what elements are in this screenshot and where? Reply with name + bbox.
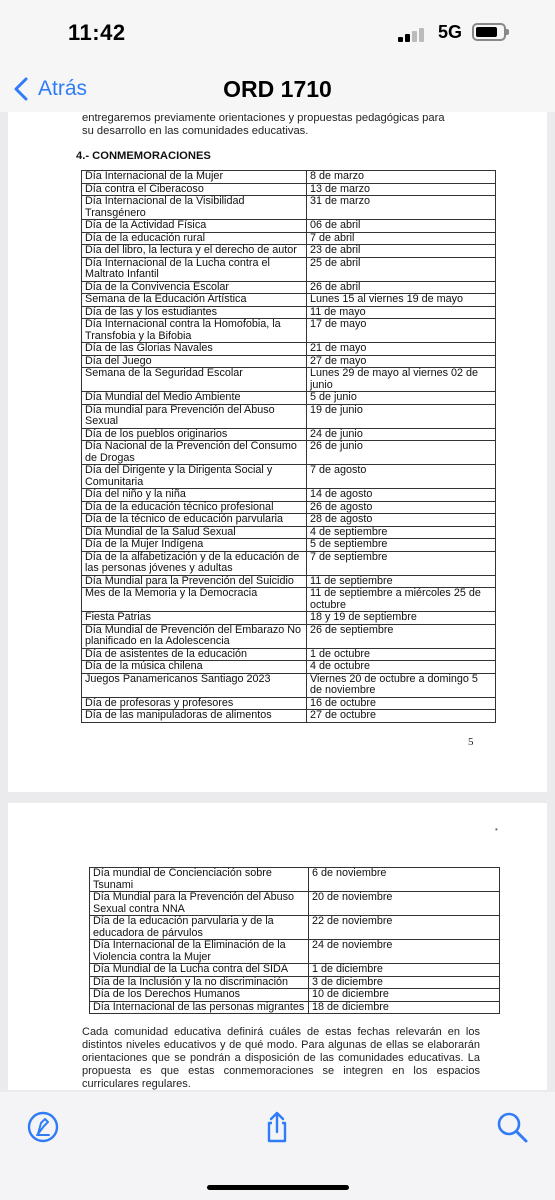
table-row (90, 989, 500, 1002)
commemoration-date: 1 de octubre (307, 648, 496, 661)
commemoration-name: Día de la alfabetización y de la educación de las personas jóvenes y adultas (82, 551, 307, 575)
commemoration-name: Día mundial de Concienciación sobre Tsunami (90, 868, 309, 892)
commemoration-date: 21 de mayo (307, 343, 496, 356)
commemoration-name: Día contra el Ciberacoso (82, 183, 307, 196)
commemoration-name: Día Mundial de la Salud Sexual (82, 526, 307, 539)
commemoration-name: Día Internacional de la Eliminación de la Violencia contra la Mujer (90, 940, 309, 964)
document-title: ORD 1710 (223, 76, 332, 102)
table-row (82, 281, 496, 294)
commemoration-date: 14 de agosto (307, 489, 496, 502)
commemoration-date: 11 de septiembre a miércoles 25 de octubre (307, 588, 496, 612)
commemoration-date: 5 de septiembre (307, 539, 496, 552)
commemoration-name: Día de la educación técnico profesional (82, 501, 307, 514)
commemoration-name: Día Internacional de la Lucha contra el Maltrato Infantil (82, 257, 307, 281)
table-row (82, 392, 496, 405)
navigation-bar (0, 66, 555, 112)
commemoration-date: 26 de abril (307, 281, 496, 294)
table-row (82, 588, 496, 612)
commemoration-name: Día de las Glorias Navales (82, 343, 307, 356)
commemoration-date: 4 de octubre (307, 661, 496, 674)
commemoration-name: Día Mundial de Prevención del Embarazo No planificado en la Adolescencia (82, 624, 307, 648)
commemoration-name: Día Mundial de la Lucha contra del SIDA (90, 964, 309, 977)
commemoration-date: 7 de septiembre (307, 551, 496, 575)
commemoration-date: 26 de agosto (307, 501, 496, 514)
commemoration-name: Fiesta Patrias (82, 612, 307, 625)
table-row (82, 294, 496, 307)
commemoration-name: Día de la Convivencia Escolar (82, 281, 307, 294)
commemoration-date: 06 de abril (307, 220, 496, 233)
search-button[interactable] (495, 1110, 529, 1144)
table-row (90, 916, 500, 940)
table-row (82, 171, 496, 184)
commemoration-date: 24 de noviembre (309, 940, 500, 964)
commemoration-date: 27 de mayo (307, 355, 496, 368)
table-row (90, 892, 500, 916)
table-row (82, 612, 496, 625)
search-icon (495, 1110, 529, 1144)
commemoration-date: 1 de diciembre (309, 964, 500, 977)
table-row (82, 245, 496, 258)
commemoration-name: Mes de la Memoria y la Democracia (82, 588, 307, 612)
table-row (82, 196, 496, 220)
intro-paragraph (82, 112, 482, 138)
table-row (82, 526, 496, 539)
commemoration-date: 3 de diciembre (309, 976, 500, 989)
commemoration-date: 25 de abril (307, 257, 496, 281)
commemoration-date: 8 de marzo (307, 171, 496, 184)
commemoration-date: 5 de junio (307, 392, 496, 405)
table-row (90, 940, 500, 964)
commemoration-date: 18 de diciembre (309, 1001, 500, 1014)
commemoration-name: Semana de la Seguridad Escolar (82, 368, 307, 392)
commemoration-name: Día de las y los estudiantes (82, 306, 307, 319)
status-time: 11:42 (68, 20, 126, 45)
table-row (82, 404, 496, 428)
table-row (82, 368, 496, 392)
network-type: 5G (438, 22, 463, 42)
table-row (90, 868, 500, 892)
table-row (82, 661, 496, 674)
share-icon (260, 1110, 294, 1144)
back-label: Atrás (38, 77, 88, 100)
intro-line: su desarrollo en las comunidades educativas. (82, 125, 309, 137)
intro-line: entregaremos previamente orientaciones y propuestas pedagógicas para (82, 112, 445, 124)
commemoration-date: 7 de agosto (307, 465, 496, 489)
section-title: 4.- CONMEMORACIONES (76, 150, 211, 162)
table-row (82, 441, 496, 465)
table-row (90, 976, 500, 989)
commemoration-date: 28 de agosto (307, 514, 496, 527)
table-row (82, 220, 496, 233)
commemoration-date: Lunes 29 de mayo al viernes 02 de junio (307, 368, 496, 392)
table-row (82, 539, 496, 552)
commemoration-name: Día Internacional contra la Homofobia, la Transfobia y la Bifobia (82, 319, 307, 343)
commemoration-name: Día Internacional de la Mujer (82, 171, 307, 184)
commemoration-name: Día del Juego (82, 355, 307, 368)
table-row (82, 710, 496, 723)
commemoration-date: 4 de septiembre (307, 526, 496, 539)
table-row (82, 489, 496, 502)
table-row (82, 697, 496, 710)
page-number: 5 (468, 736, 474, 748)
commemoration-name: Día Internacional de las personas migrantes (90, 1001, 309, 1014)
table-row (82, 355, 496, 368)
commemoration-date: 22 de noviembre (309, 916, 500, 940)
commemoration-date: 16 de octubre (307, 697, 496, 710)
commemoration-date: 26 de septiembre (307, 624, 496, 648)
battery-level (476, 27, 497, 37)
commemoration-date: 20 de noviembre (309, 892, 500, 916)
table-row (82, 673, 496, 697)
commemoration-name: Día mundial para Prevención del Abuso Sexual (82, 404, 307, 428)
share-button[interactable] (260, 1110, 294, 1144)
commemoration-date: 23 de abril (307, 245, 496, 258)
table-row (90, 1001, 500, 1014)
commemorations-table-continued (89, 867, 500, 1014)
table-row (82, 514, 496, 527)
table-row (82, 428, 496, 441)
commemoration-date: Lunes 15 al viernes 19 de mayo (307, 294, 496, 307)
document-page-2 (8, 803, 547, 1090)
commemoration-name: Día de la educación parvularia y de la educadora de párvulos (90, 916, 309, 940)
commemoration-date: 11 de septiembre (307, 575, 496, 588)
table-row (82, 183, 496, 196)
commemoration-name: Día de asistentes de la educación (82, 648, 307, 661)
status-bar (0, 0, 555, 66)
commemoration-name: Día de la música chilena (82, 661, 307, 674)
commemoration-date: 31 de marzo (307, 196, 496, 220)
markup-pen-icon (26, 1110, 60, 1144)
commemoration-name: Día Nacional de la Prevención del Consumo de Drogas (82, 441, 307, 465)
markup-button[interactable] (26, 1110, 60, 1144)
table-row (82, 501, 496, 514)
scan-speck: • (495, 825, 498, 834)
battery-icon (472, 23, 506, 41)
commemoration-date: 7 de abril (307, 232, 496, 245)
closing-paragraph: Cada comunidad educativa definirá cuáles de estas fechas relevarán en los distintos niveles educativos y de qué modo. Para algunas de ellas se elaborarán orientaciones que se pondrán a disposición de las comunidades educativas. La propuesta es que estas conmemoraciones se integren en los espacios curriculares regulares. (82, 1026, 480, 1090)
table-row (82, 648, 496, 661)
commemoration-date: 11 de mayo (307, 306, 496, 319)
commemoration-name: Día de la Actividad Física (82, 220, 307, 233)
document-page-1 (8, 112, 547, 792)
commemoration-name: Día de los Derechos Humanos (90, 989, 309, 1002)
commemoration-date: 19 de junio (307, 404, 496, 428)
table-row (82, 343, 496, 356)
commemoration-name: Día del libro, la lectura y el derecho de autor (82, 245, 307, 258)
commemoration-name: Día del niño y la niña (82, 489, 307, 502)
table-row (82, 575, 496, 588)
commemoration-name: Juegos Panamericanos Santiago 2023 (82, 673, 307, 697)
commemoration-name: Día Mundial para la Prevención del Abuso Sexual contra NNA (90, 892, 309, 916)
table-row (82, 465, 496, 489)
commemoration-name: Día del Dirigente y la Dirigenta Social y Comunitaria (82, 465, 307, 489)
commemoration-date: 6 de noviembre (309, 868, 500, 892)
table-row (82, 319, 496, 343)
table-row (90, 964, 500, 977)
commemoration-date: 13 de marzo (307, 183, 496, 196)
commemoration-name: Día Mundial para la Prevención del Suicidio (82, 575, 307, 588)
commemoration-name: Día de la técnico de educación parvularia (82, 514, 307, 527)
table-row (82, 624, 496, 648)
commemoration-name: Día de profesoras y profesores (82, 697, 307, 710)
table-row (82, 257, 496, 281)
commemoration-date: 18 y 19 de septiembre (307, 612, 496, 625)
table-row (82, 232, 496, 245)
commemoration-date: 10 de diciembre (309, 989, 500, 1002)
commemoration-name: Día de la Mujer Indígena (82, 539, 307, 552)
table-row (82, 306, 496, 319)
commemoration-date: 27 de octubre (307, 710, 496, 723)
commemoration-name: Día de la Inclusión y la no discriminación (90, 976, 309, 989)
commemoration-date: 24 de junio (307, 428, 496, 441)
commemoration-date: Viernes 20 de octubre a domingo 5 de noviembre (307, 673, 496, 697)
commemoration-date: 17 de mayo (307, 319, 496, 343)
commemoration-name: Día de los pueblos originarios (82, 428, 307, 441)
commemorations-table (81, 170, 496, 723)
table-row (82, 551, 496, 575)
bottom-toolbar (0, 1092, 555, 1200)
cellular-signal-icon (398, 26, 428, 42)
commemoration-name: Semana de la Educación Artística (82, 294, 307, 307)
commemoration-name: Día Internacional de la Visibilidad Transgénero (82, 196, 307, 220)
commemoration-date: 26 de junio (307, 441, 496, 465)
home-indicator (207, 1185, 349, 1190)
commemoration-name: Día de las manipuladoras de alimentos (82, 710, 307, 723)
commemoration-name: Día de la educación rural (82, 232, 307, 245)
commemoration-name: Día Mundial del Medio Ambiente (82, 392, 307, 405)
